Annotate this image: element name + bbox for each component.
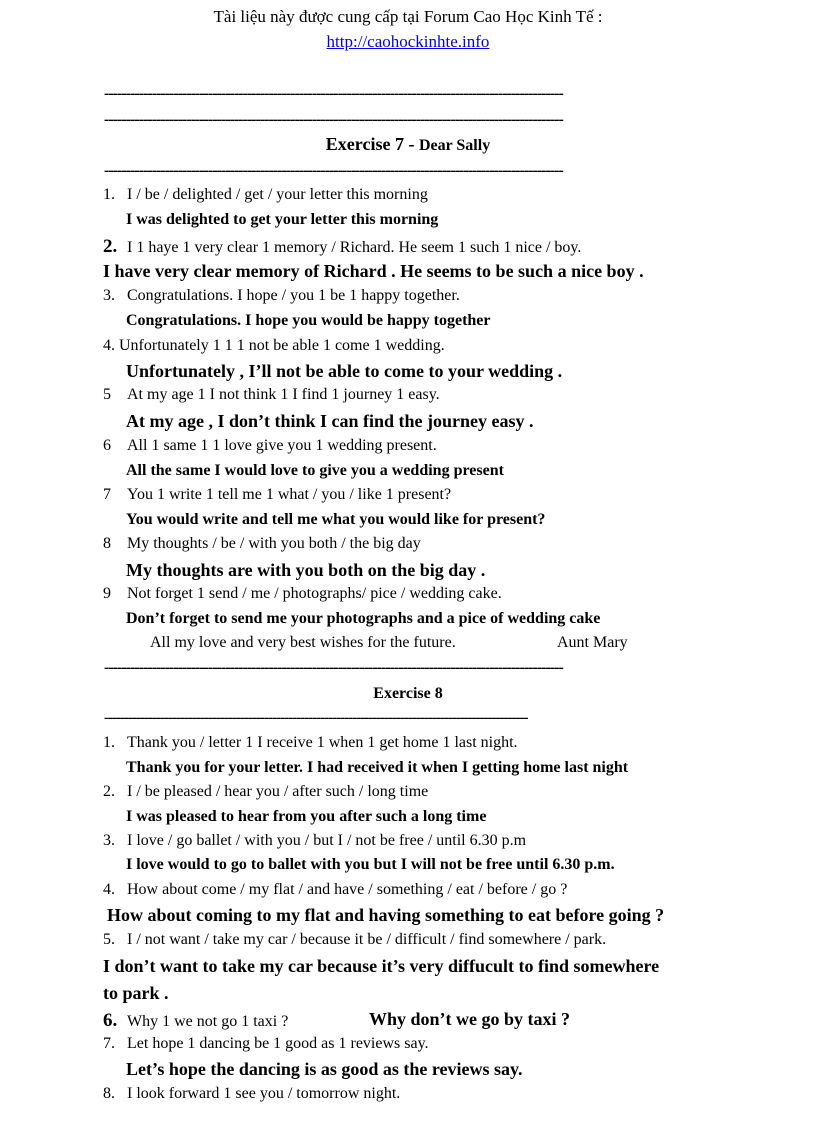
question-text: Let hope 1 dancing be 1 good as 1 reviews say. (127, 1035, 429, 1052)
answer-text: Let’s hope the dancing is as good as the reviews say. (126, 1059, 523, 1079)
answer-text: I was pleased to hear from you after such a long time (126, 808, 487, 825)
question-line (103, 586, 502, 602)
item-number: 3. (103, 287, 115, 304)
exercise-7-label: Exercise 7 - (325, 134, 419, 154)
answer-text: I love would to go to ballet with you but I will not be free until 6.30 p.m. (126, 856, 615, 873)
answer-text: Don’t forget to send me your photographs and a pice of wedding cake (126, 610, 601, 627)
question-text: All 1 same 1 1 love give you 1 wedding present. (127, 437, 437, 454)
question-line (103, 237, 581, 256)
question-line (103, 1011, 288, 1030)
exercise-8-title: Exercise 8 (373, 685, 443, 702)
item-number: 8. (103, 1085, 115, 1102)
forum-link[interactable]: http://caohockinhte.info (326, 32, 490, 51)
question-text: Unfortunately 1 1 1 not be able 1 come 1 wedding. (119, 337, 445, 354)
answer-text: I don’t want to take my car because it’s very diffucult to find somewhere (103, 956, 660, 976)
question-text: I / not want / take my car / because it be / difficult / find somewhere / park. (127, 931, 607, 948)
question-line (103, 338, 445, 354)
question-text: How about come / my flat / and have / something / eat / before / go ? (127, 881, 568, 898)
answer-text: How about coming to my flat and having something to eat before going ? (107, 905, 665, 925)
question-line (103, 932, 606, 948)
separator: ---------------------------------------------------------------------------------------------------------- (104, 163, 563, 179)
answer-text: Unfortunately , I’ll not be able to come to your wedding . (126, 361, 563, 381)
question-line (103, 882, 567, 898)
question-text: I 1 haye 1 very clear 1 memory / Richard. He seem 1 such 1 nice / boy. (127, 239, 582, 256)
question-line (103, 438, 437, 454)
item-number: 5. (103, 931, 115, 948)
exercise-7-subtitle: Dear Sally (418, 137, 491, 154)
item-number: 2. (103, 236, 118, 257)
separator: ---------------------------------------------------------------------------------------------------------- (104, 86, 563, 102)
question-line (103, 833, 526, 849)
item-number: 7. (103, 1035, 115, 1052)
question-line (103, 288, 460, 304)
item-number: 1. (103, 734, 115, 751)
header-text: Tài liệu này được cung cấp tại Forum Cao Học Kinh Tế : (213, 7, 603, 26)
question-text: I / be pleased / hear you / after such / long time (127, 783, 429, 800)
separator: ---------------------------------------------------------------------------------------------------------- (104, 660, 563, 676)
question-text: Thank you / letter 1 I receive 1 when 1 get home 1 last night. (127, 734, 518, 751)
item-number: 1. (103, 186, 115, 203)
item-number: 3. (103, 832, 115, 849)
separator: ---------------------------------------------------------------------------------------------------------- (104, 112, 563, 128)
letter-signature: Aunt Mary (557, 634, 628, 651)
answer-text: You would write and tell me what you would like for present? (126, 511, 546, 528)
answer-text: At my age , I don’t think I can find the journey easy . (126, 411, 534, 431)
question-line (103, 1036, 429, 1052)
question-text: I love / go ballet / with you / but I / not be free / until 6.30 p.m (127, 832, 527, 849)
answer-text-continued: to park . (103, 983, 169, 1003)
question-text: Not forget 1 send / me / photographs/ pice / wedding cake. (127, 585, 502, 602)
question-text: Congratulations. I hope / you 1 be 1 happy together. (127, 287, 460, 304)
answer-text: Thank you for your letter. I had received it when I getting home last night (126, 759, 629, 776)
question-text: Why 1 we not go 1 taxi ? (127, 1013, 289, 1030)
question-text: I look forward 1 see you / tomorrow night. (127, 1085, 401, 1102)
question-text: I / be / delighted / get / your letter this morning (127, 186, 428, 203)
question-line (103, 1086, 400, 1102)
question-text: You 1 write 1 tell me 1 what / you / like 1 present? (127, 486, 452, 503)
item-number: 9 (103, 585, 111, 602)
answer-text: Why don’t we go by taxi ? (369, 1009, 571, 1029)
answer-text: Congratulations. I hope you would be happy together (126, 312, 491, 329)
answer-text: My thoughts are with you both on the big day . (126, 560, 486, 580)
question-line (103, 387, 440, 403)
item-number: 4. (103, 337, 115, 354)
item-number: 7 (103, 486, 111, 503)
letter-closing: All my love and very best wishes for the future. (150, 634, 456, 651)
exercise-7-title (0, 135, 816, 154)
header-link-row (0, 33, 816, 50)
item-number: 4. (103, 881, 115, 898)
item-number: 6 (103, 437, 111, 454)
item-number: 5 (103, 386, 111, 403)
item-number: 8 (103, 535, 111, 552)
question-text: At my age 1 I not think 1 I find 1 journey 1 easy. (127, 386, 440, 403)
question-text: My thoughts / be / with you both / the big day (127, 535, 421, 552)
question-line (103, 735, 518, 751)
item-number: 2. (103, 783, 115, 800)
separator: ---------------------------------------------------------------------------------------------------------- (104, 711, 528, 726)
question-line (103, 784, 428, 800)
answer-text: I was delighted to get your letter this morning (126, 211, 439, 228)
question-line (103, 187, 428, 203)
answer-text: All the same I would love to give you a wedding present (126, 462, 504, 479)
question-line (103, 536, 421, 552)
answer-text: I have very clear memory of Richard . He seems to be such a nice boy . (103, 261, 644, 281)
item-number: 6. (103, 1010, 118, 1031)
question-line (103, 487, 451, 503)
